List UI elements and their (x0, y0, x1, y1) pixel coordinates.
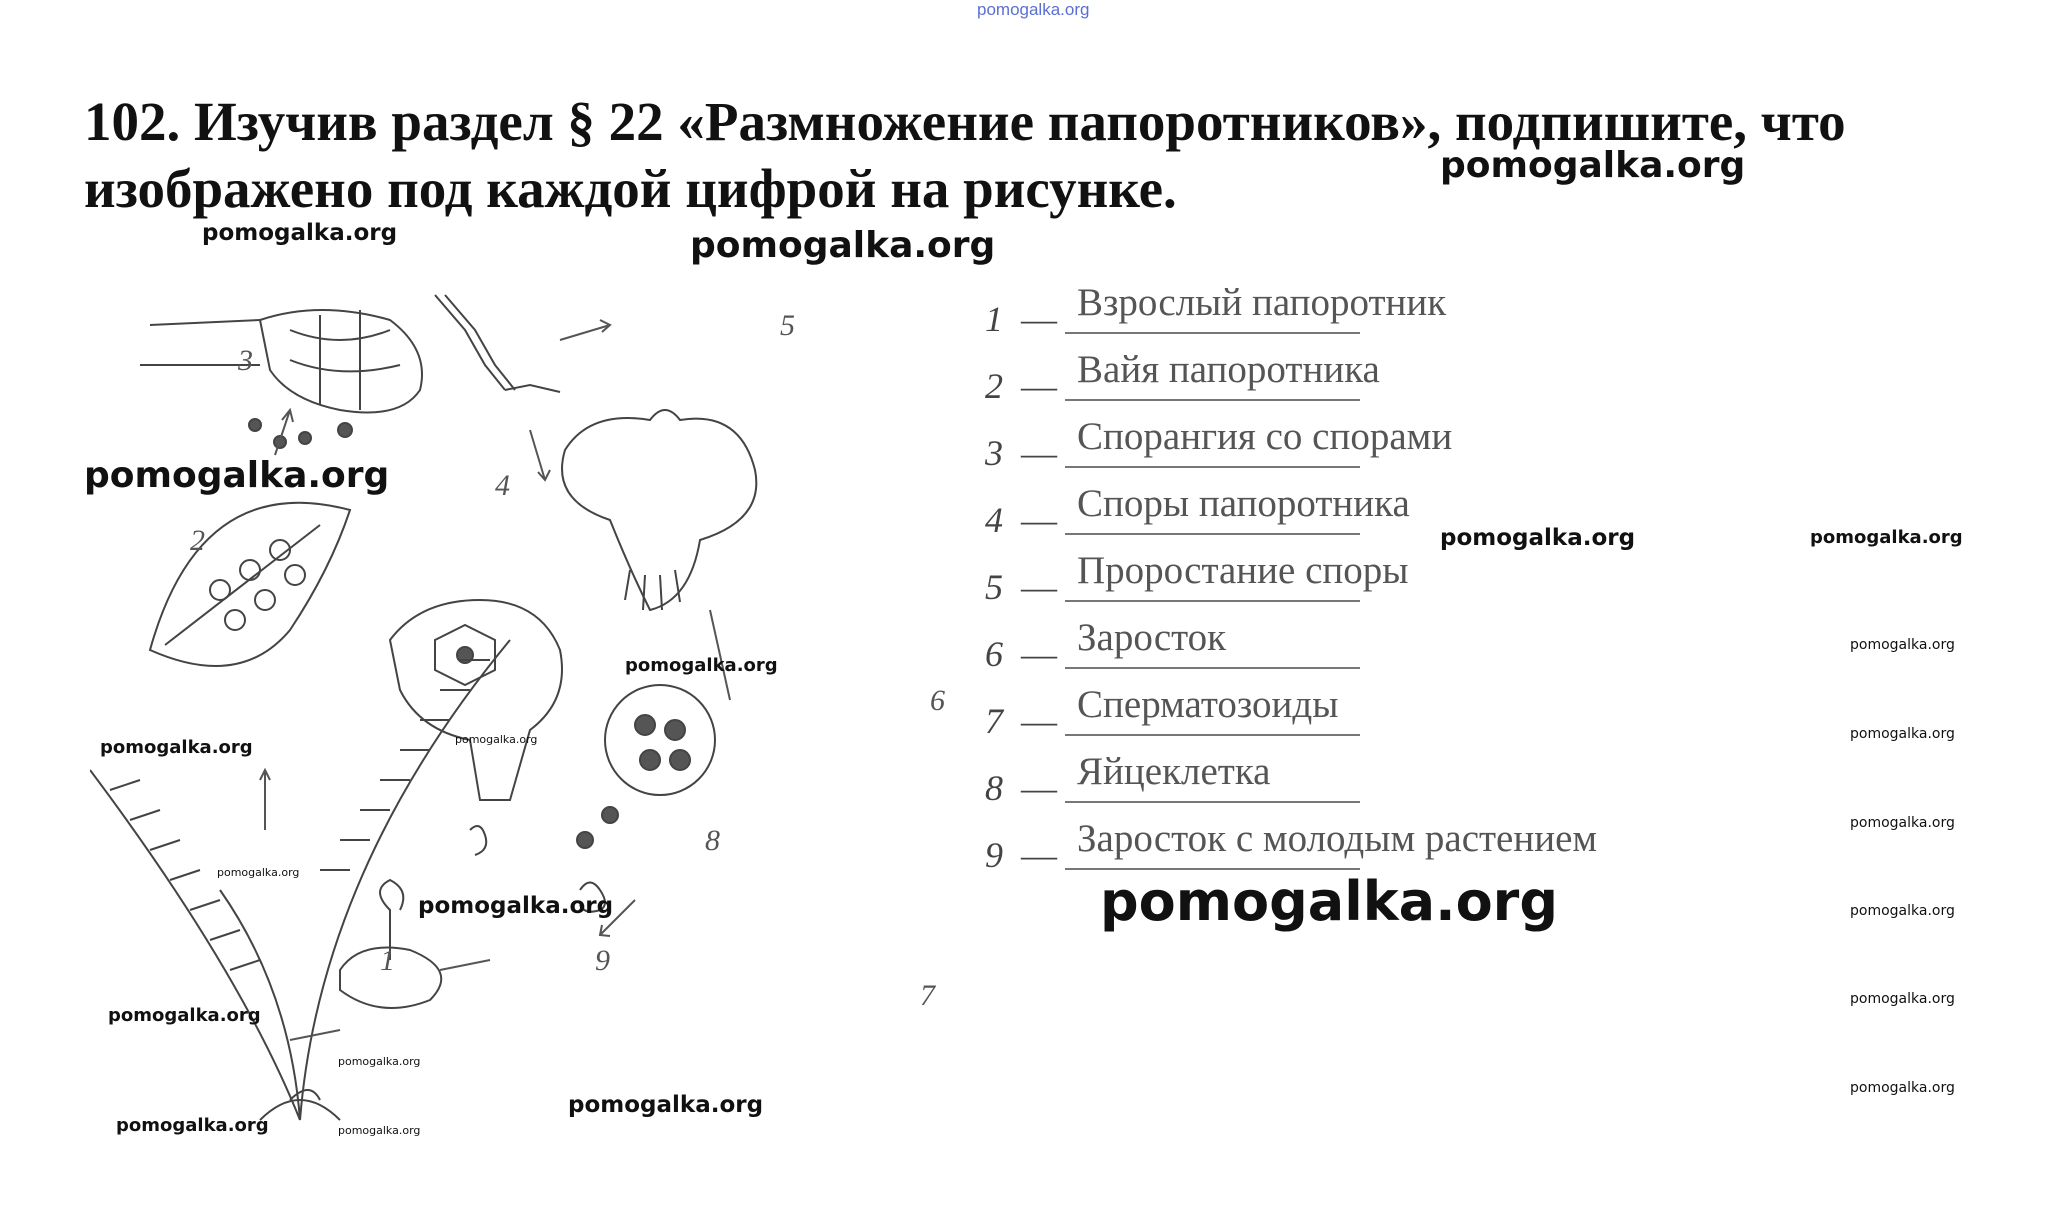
watermark: pomogalka.org (455, 733, 538, 746)
watermark: pomogalka.org (1850, 1080, 1955, 1096)
watermark: pomogalka.org (100, 737, 253, 758)
answer-row (985, 615, 1685, 675)
answer-dash: — (1021, 768, 1057, 808)
answer-text: Взрослый папоротник (1077, 281, 1447, 324)
answer-text: Яйцеклетка (1077, 750, 1271, 793)
watermark: pomogalka.org (1850, 726, 1955, 742)
answer-number: 1 (985, 299, 1003, 339)
figure-label-1: 1 (380, 944, 395, 977)
answer-row (985, 280, 1685, 340)
answer-number: 4 (985, 500, 1003, 540)
answer-number: 2 (985, 366, 1003, 406)
answer-underline (1065, 533, 1360, 535)
watermark: pomogalka.org (338, 1055, 421, 1068)
answer-text: Сперматозоиды (1077, 683, 1339, 726)
task-title-line-2: изображено под каждой цифрой на рисунке. (84, 158, 1177, 219)
watermark: pomogalka.org (84, 455, 390, 496)
answer-number: 8 (985, 768, 1003, 808)
answer-text: Споры папоротника (1077, 482, 1410, 525)
answer-row (985, 682, 1685, 742)
answer-row (985, 347, 1685, 407)
task-title-line-1: 102. Изучив раздел § 22 «Размножение папоротников», подпишите, что (84, 91, 1846, 152)
figure-label-3: 3 (238, 344, 253, 377)
cycle-arrows (260, 320, 730, 1040)
answer-text: Заросток с молодым растением (1077, 817, 1598, 860)
answer-text: Заросток (1077, 616, 1227, 659)
answer-dash: — (1021, 567, 1057, 607)
answer-text: Вайя папоротника (1077, 348, 1380, 391)
archegonium-drawing (390, 600, 562, 855)
answer-number: 7 (985, 701, 1003, 741)
answer-number: 5 (985, 567, 1003, 607)
answer-underline (1065, 332, 1360, 334)
watermark: pomogalka.org (1440, 145, 1746, 186)
answer-underline (1065, 667, 1360, 669)
answer-number: 9 (985, 835, 1003, 875)
answer-row (985, 414, 1685, 474)
answer-dash: — (1021, 366, 1057, 406)
watermark: pomogalka.org (625, 655, 778, 676)
watermark: pomogalka.org (1850, 903, 1955, 919)
answer-dash: — (1021, 634, 1057, 674)
watermark: pomogalka.org (202, 220, 398, 246)
watermark: pomogalka.org (1440, 525, 1636, 551)
watermark: pomogalka.org (116, 1115, 269, 1136)
top-watermark: pomogalka.org (977, 0, 1090, 19)
frond-segment-drawing (150, 503, 350, 666)
watermark: pomogalka.org (338, 1124, 421, 1137)
answer-underline (1065, 399, 1360, 401)
answer-underline (1065, 600, 1360, 602)
figure-label-7: 7 (920, 979, 935, 1012)
figure-label-2: 2 (190, 524, 205, 557)
antheridium-drawing (577, 685, 715, 912)
answer-underline (1065, 801, 1360, 803)
watermark: pomogalka.org (418, 893, 614, 919)
answer-dash: — (1021, 500, 1057, 540)
germinating-spore-drawing (435, 295, 560, 392)
answer-row (985, 749, 1685, 809)
sporangium-drawing (140, 310, 422, 413)
answer-row (985, 816, 1685, 876)
watermark: pomogalka.org (108, 1005, 261, 1026)
watermark: pomogalka.org (1850, 815, 1955, 831)
answer-underline (1065, 466, 1360, 468)
answer-dash: — (1021, 299, 1057, 339)
answer-dash: — (1021, 701, 1057, 741)
figure-label-9: 9 (595, 944, 610, 977)
figure-label-4: 4 (495, 469, 510, 502)
answer-dash: — (1021, 835, 1057, 875)
answer-dash: — (1021, 433, 1057, 473)
spores-drawing (249, 419, 352, 448)
watermark: pomogalka.org (568, 1092, 764, 1118)
watermark: pomogalka.org (1850, 637, 1955, 653)
answer-number: 6 (985, 634, 1003, 674)
figure-label-8: 8 (705, 824, 720, 857)
answer-underline (1065, 734, 1360, 736)
watermark: pomogalka.org (217, 866, 300, 879)
watermark: pomogalka.org (690, 225, 996, 266)
prothallus-drawing (562, 410, 756, 610)
answer-text: Проростание споры (1077, 549, 1409, 592)
answer-text: Спорангия со спорами (1077, 415, 1453, 458)
figure-label-6: 6 (930, 684, 945, 717)
watermark: pomogalka.org (1810, 527, 1963, 548)
answer-row (985, 548, 1685, 608)
watermark: pomogalka.org (1100, 870, 1558, 933)
watermark: pomogalka.org (1850, 991, 1955, 1007)
answer-number: 3 (985, 433, 1003, 473)
figure-label-5: 5 (780, 309, 795, 342)
adult-fern-drawing (90, 640, 510, 1120)
